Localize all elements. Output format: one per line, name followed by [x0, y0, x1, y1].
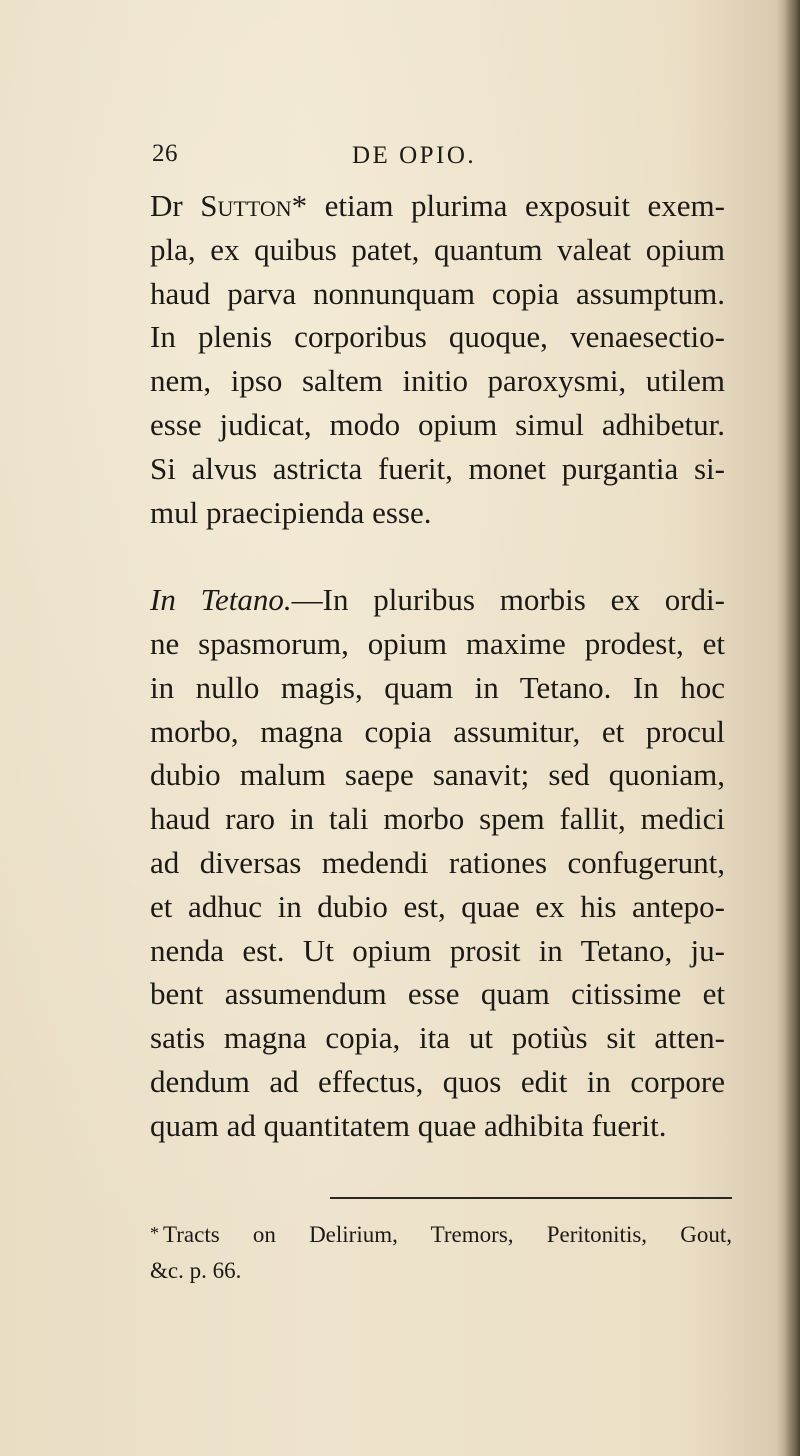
text-line: quam ad quantitatem quae adhibita fuerit.: [150, 1107, 667, 1143]
paragraph-gap: [150, 534, 725, 578]
author-name: Sutton: [200, 188, 292, 223]
footnote-mark: *: [150, 1223, 159, 1243]
text-line: [150, 184, 725, 228]
text-fragment: —In pluribus morbis ex ordi-: [291, 582, 725, 618]
text-line: mul praecipienda esse.: [150, 494, 432, 530]
text-line: esse judicat, modo opium simul adhibetur.: [150, 406, 725, 442]
text-line: nem, ipso saltem initio paroxysmi, utilem: [150, 363, 725, 399]
text-line: ad diversas medendi rationes confugerunt,: [150, 844, 725, 880]
text-line: dendum ad effectus, quos edit in corpore: [150, 1063, 725, 1099]
text-line: haud raro in tali morbo spem fallit, medici: [150, 801, 725, 837]
page-edge-shadow: [784, 0, 800, 1456]
footnote-line: [150, 1215, 732, 1252]
footnote-rule: [330, 1197, 732, 1199]
footnote-reference: *: [291, 188, 308, 223]
text-line: pla, ex quibus patet, quantum valeat opium: [150, 231, 725, 267]
footnote-text: Tracts on Delirium, Tremors, Peritonitis, Gout,: [163, 1222, 732, 1247]
text-line: morbo, magna copia assumitur, et procul: [150, 713, 725, 749]
text-line: nenda est. Ut opium prosit in Tetano, ju-: [150, 932, 725, 968]
running-title: DE OPIO.: [352, 142, 477, 169]
text-line: dubio malum saepe sanavit; sed quoniam,: [150, 757, 725, 793]
page-number: 26: [152, 140, 178, 167]
text-line: et adhuc in dubio est, quae ex his antepo-: [150, 888, 725, 924]
body-text: [150, 184, 725, 1148]
footnote-line: &c. p. 66.: [150, 1258, 242, 1283]
section-heading: In Tetano.: [150, 582, 292, 618]
text-line: in nullo magis, quam in Tetano. In hoc: [150, 669, 725, 705]
text-line: In plenis corporibus quoque, venaesectio-: [150, 319, 725, 355]
text-line: haud parva nonnunquam copia assumptum.: [150, 275, 725, 311]
text-line: satis magna copia, ita ut potiùs sit atten-: [150, 1020, 725, 1056]
text-fragment: etiam plurima exposuit exem-: [307, 188, 725, 223]
text-fragment: Dr: [150, 188, 201, 223]
text-line: bent assumendum esse quam citissime et: [150, 976, 725, 1012]
text-line: [150, 578, 725, 622]
footnote: [150, 1215, 732, 1289]
text-line: Si alvus astricta fuerit, monet purgantia si-: [150, 450, 725, 486]
text-line: ne spasmorum, opium maxime prodest, et: [150, 625, 725, 661]
